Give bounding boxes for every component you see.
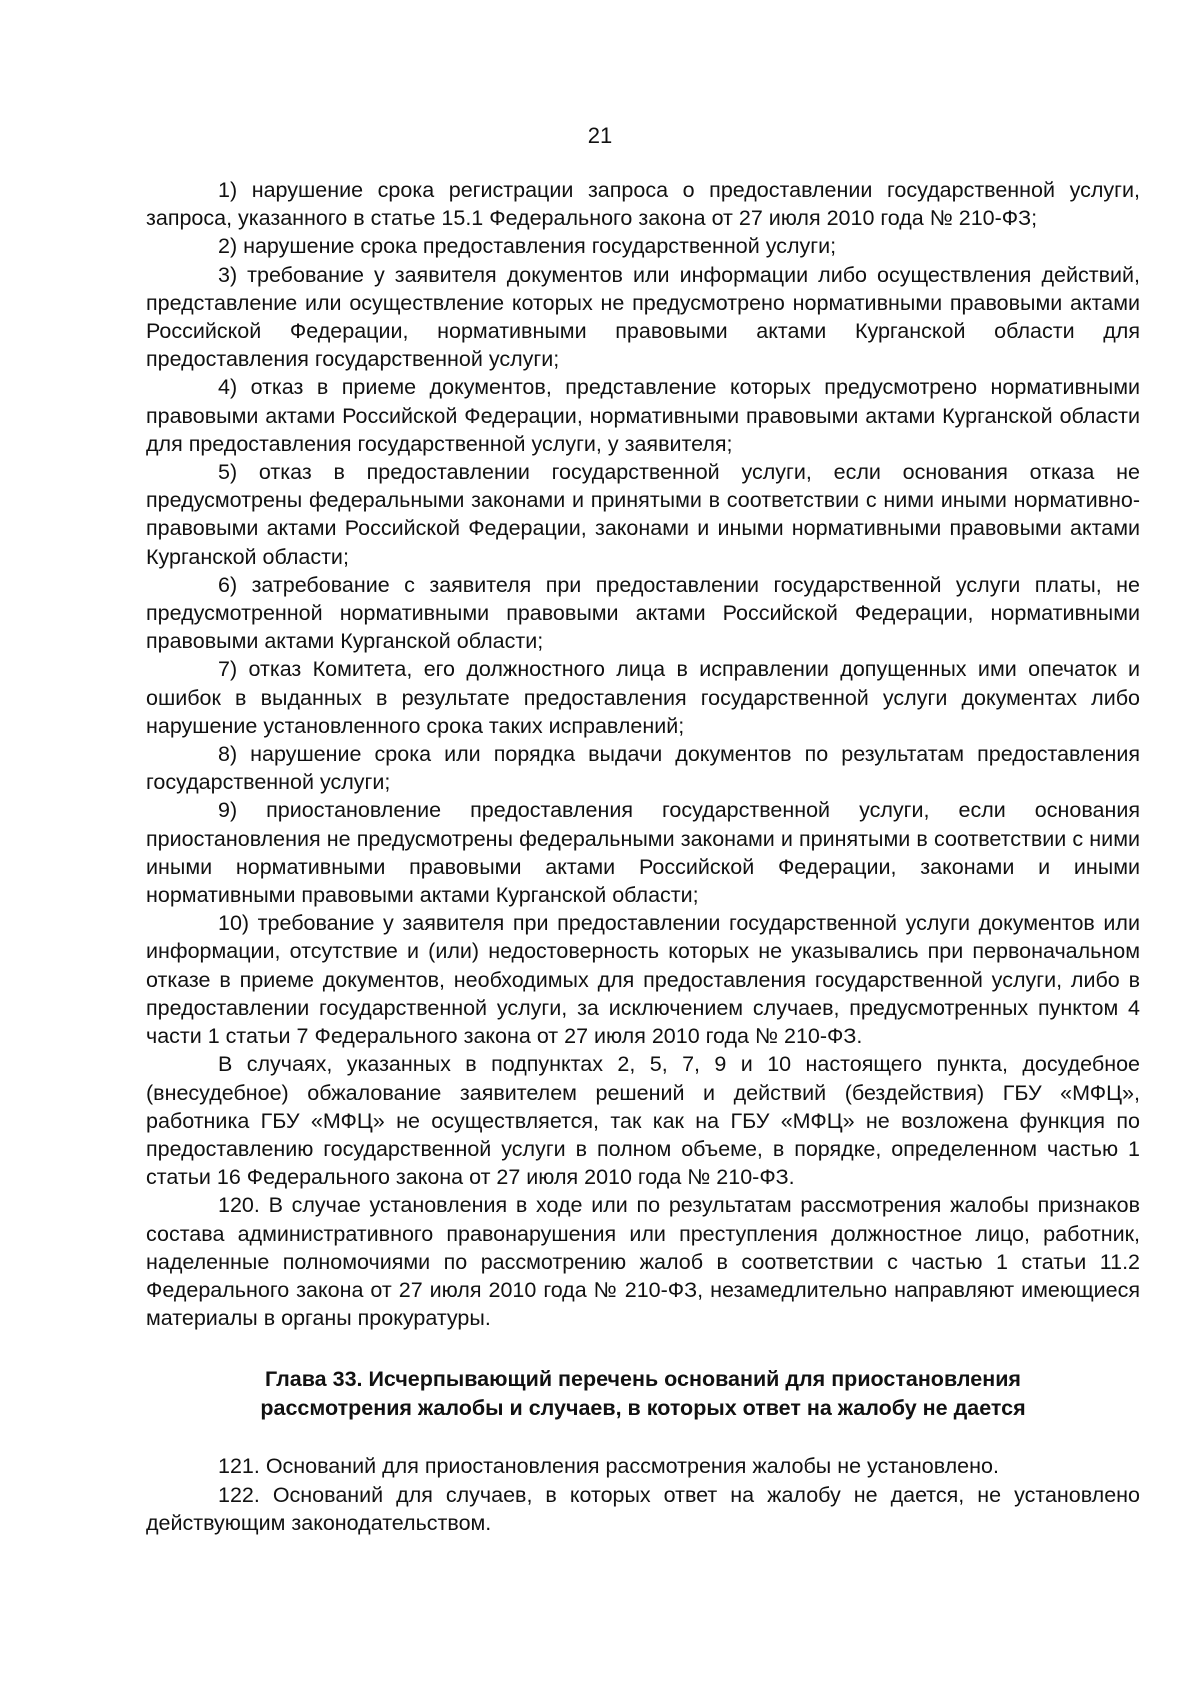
- paragraph-122: 122. Оснований для случаев, в которых ответ на жалобу не дается, не установлено действующим законодательством.: [146, 1482, 1140, 1535]
- paragraph-item-10: 10) требование у заявителя при предоставлении государственной услуги документов или информации, отсутствие и (или) недостоверность которых не указывались при первоначальном отказе в приеме документов, необходимых для предоставления государственной услуги, либо в предоставлении государственной услуги, за исключением случаев, предусмотренных пунктом 4 части 1 статьи 7 Федерального закона от 27 июля 2010 года № 210-ФЗ.: [146, 911, 1140, 1049]
- paragraph-item-8: 8) нарушение срока или порядка выдачи документов по результатам предоставления государственной услуги;: [146, 742, 1140, 795]
- paragraph-item-2: 2) нарушение срока предоставления государственной услуги;: [218, 234, 837, 259]
- chapter-heading-line-1: Глава 33. Исчерпывающий перечень оснований для приостановления: [265, 1367, 1021, 1392]
- chapter-heading-line-2: рассмотрения жалобы и случаев, в которых ответ на жалобу не дается: [260, 1395, 1026, 1420]
- paragraph-121: 121. Оснований для приостановления рассмотрения жалобы не установлено.: [218, 1454, 999, 1479]
- page-number: 21: [587, 123, 613, 148]
- paragraph-mfc-note: В случаях, указанных в подпунктах 2, 5, 7, 9 и 10 настоящего пункта, досудебное (внесудебное) обжалование заявителем решений и действий (бездействия) ГБУ «МФЦ», работника ГБУ «МФЦ» не осуществляется, так как на ГБУ «МФЦ» не возложена функция по предоставлению государственной услуги в полном объеме, в порядке, определенном частью 1 статьи 16 Федерального закона от 27 июля 2010 года № 210-ФЗ.: [146, 1052, 1140, 1190]
- paragraph-item-5: 5) отказ в предоставлении государственной услуги, если основания отказа не предусмотрены федеральными законами и принятыми в соответствии с ними иными нормативно-правовыми актами Российской Федерации, законами и иными нормативными правовыми актами Курганской области;: [146, 460, 1140, 569]
- paragraph-item-1: 1) нарушение срока регистрации запроса о предоставлении государственной услуги, запроса, указанного в статье 15.1 Федерального закона от 27 июля 2010 года № 210-ФЗ;: [146, 178, 1140, 231]
- paragraph-item-4: 4) отказ в приеме документов, представление которых предусмотрено нормативными правовыми актами Российской Федерации, нормативными правовыми актами Курганской области для предоставления государственной услуги, у заявителя;: [146, 375, 1140, 456]
- paragraph-item-6: 6) затребование с заявителя при предоставлении государственной услуги платы, не предусмотренной нормативными правовыми актами Российской Федерации, нормативными правовыми актами Курганской области;: [146, 572, 1140, 654]
- document-body: [146, 176, 1140, 1537]
- paragraph-item-9: 9) приостановление предоставления государственной услуги, если основания приостановления не предусмотрены федеральными законами и принятыми в соответствии с ними иными нормативными правовыми актами Российской Федерации, законами и иными нормативными правовыми актами Курганской области;: [146, 798, 1140, 908]
- paragraph-120: 120. В случае установления в ходе или по результатам рассмотрения жалобы признаков состава административного правонарушения или преступления должностное лицо, работник, наделенные полномочиями по рассмотрению жалоб в соответствии с частью 1 статьи 11.2 Федерального закона от 27 июля 2010 года № 210-ФЗ, незамедлительно направляют имеющиеся материалы в органы прокуратуры.: [146, 1193, 1140, 1331]
- chapter-heading: [146, 1365, 1140, 1422]
- paragraph-item-3: 3) требование у заявителя документов или информации либо осуществления действий, представление или осуществление которых не предусмотрено нормативными правовыми актами Российской Федерации, нормативными правовыми актами Курганской области для предоставления государственной услуги;: [146, 262, 1140, 372]
- paragraph-item-7: 7) отказ Комитета, его должностного лица в исправлении допущенных ими опечаток и ошибок в выданных в результате предоставления государственной услуги документах либо нарушение установленного срока таких исправлений;: [146, 657, 1140, 738]
